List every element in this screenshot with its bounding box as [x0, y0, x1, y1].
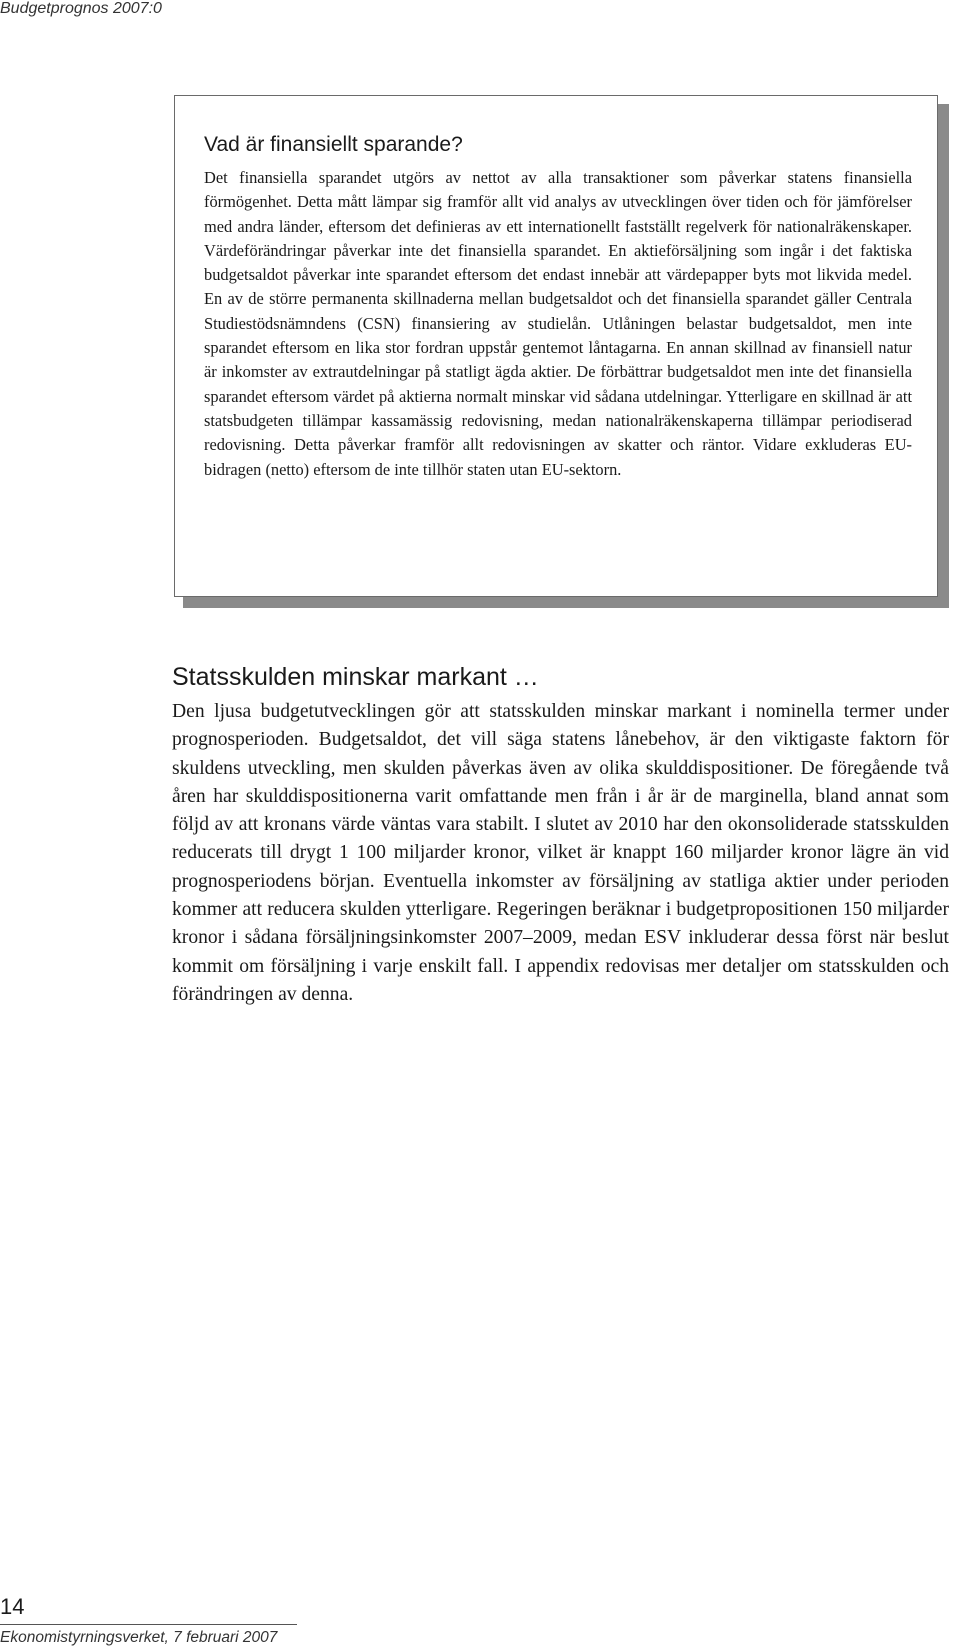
footer-publisher-date: Ekonomistyrningsverket, 7 februari 2007: [0, 1629, 278, 1646]
page-number: 14: [0, 1594, 25, 1619]
footer-rule: [0, 1624, 297, 1625]
info-box: [174, 95, 938, 597]
section-body: Den ljusa budgetutvecklingen gör att statsskulden minskar markant i nominella termer under prognosperioden. Budgetsaldot, det vill säga statens lånebehov, är den viktigaste faktorn för skuldens utveckling, men skulden påverkas även av olika skulddispositioner. De föregående två åren har skulddispositionerna varit omfattande men från i år är de marginella, bland annat som följd av att kronans värde väntas vara stabilt. I slutet av 2010 har den okonsoliderade statsskulden reducerats till drygt 1 100 miljarder kronor, vilket är knappt 160 miljarder kronor lägre än vid prognosperiodens början. Eventuella inkomster av försäljning av statliga aktier under perioden kommer att reducera skulden ytterligare. Regeringen beräknar i budgetpropositionen 150 miljarder kronor i sådana försäljningsinkomster 2007–2009, medan ESV inkluderar dessa först när beslut kommit om försäljning i varje enskilt fall. I appendix redovisas mer detaljer om statsskulden och förändringen av denna.: [172, 701, 949, 1005]
info-box-body: Det finansiella sparandet utgörs av nettot av alla transaktioner som påverkar statens finansiella förmögenhet. Detta mått lämpar sig framför allt vid analys av utvecklingen över tiden och för jämförelser med andra länder, eftersom det definieras av ett internationellt fastställt regelverk för nationalräkenskaper. Värdeförändringar påverkar inte det finansiella sparandet. En aktieförsäljning som ingår i det faktiska budgetsaldot påverkar inte sparandet eftersom det endast innebär att värdepapper byts mot likvida medel. En av de större permanenta skillnaderna mellan budgetsaldot och det finansiella sparandet gäller Centrala Studiestödsnämndens (CSN) finansiering av studielån. Utlåningen belastar budgetsaldot, men inte sparandet eftersom en lika stor fordran uppstår gentemot låntagarna. En annan skillnad av finansiell natur är inkomster av extrautdelningar på statligt ägda aktier. De förbättrar budgetsaldot men inte det finansiella sparandet eftersom värdet på aktierna normalt minskar vid sådana utdelningar. Ytterligare en skillnad är att statsbudgeten tillämpar kassamässig redovisning, medan nationalräkenskaperna tillämpar periodiserad redovisning. Detta påverkar framför allt redovisningen av skatter och räntor. Vidare exkluderas EU-bidragen (netto) eftersom de inte tillhör staten utan EU-sektorn.: [204, 168, 912, 479]
section-title: Statsskulden minskar markant …: [172, 663, 539, 691]
running-header: Budgetprognos 2007:0: [0, 0, 162, 17]
info-box-title: Vad är finansiellt sparande?: [204, 133, 463, 156]
